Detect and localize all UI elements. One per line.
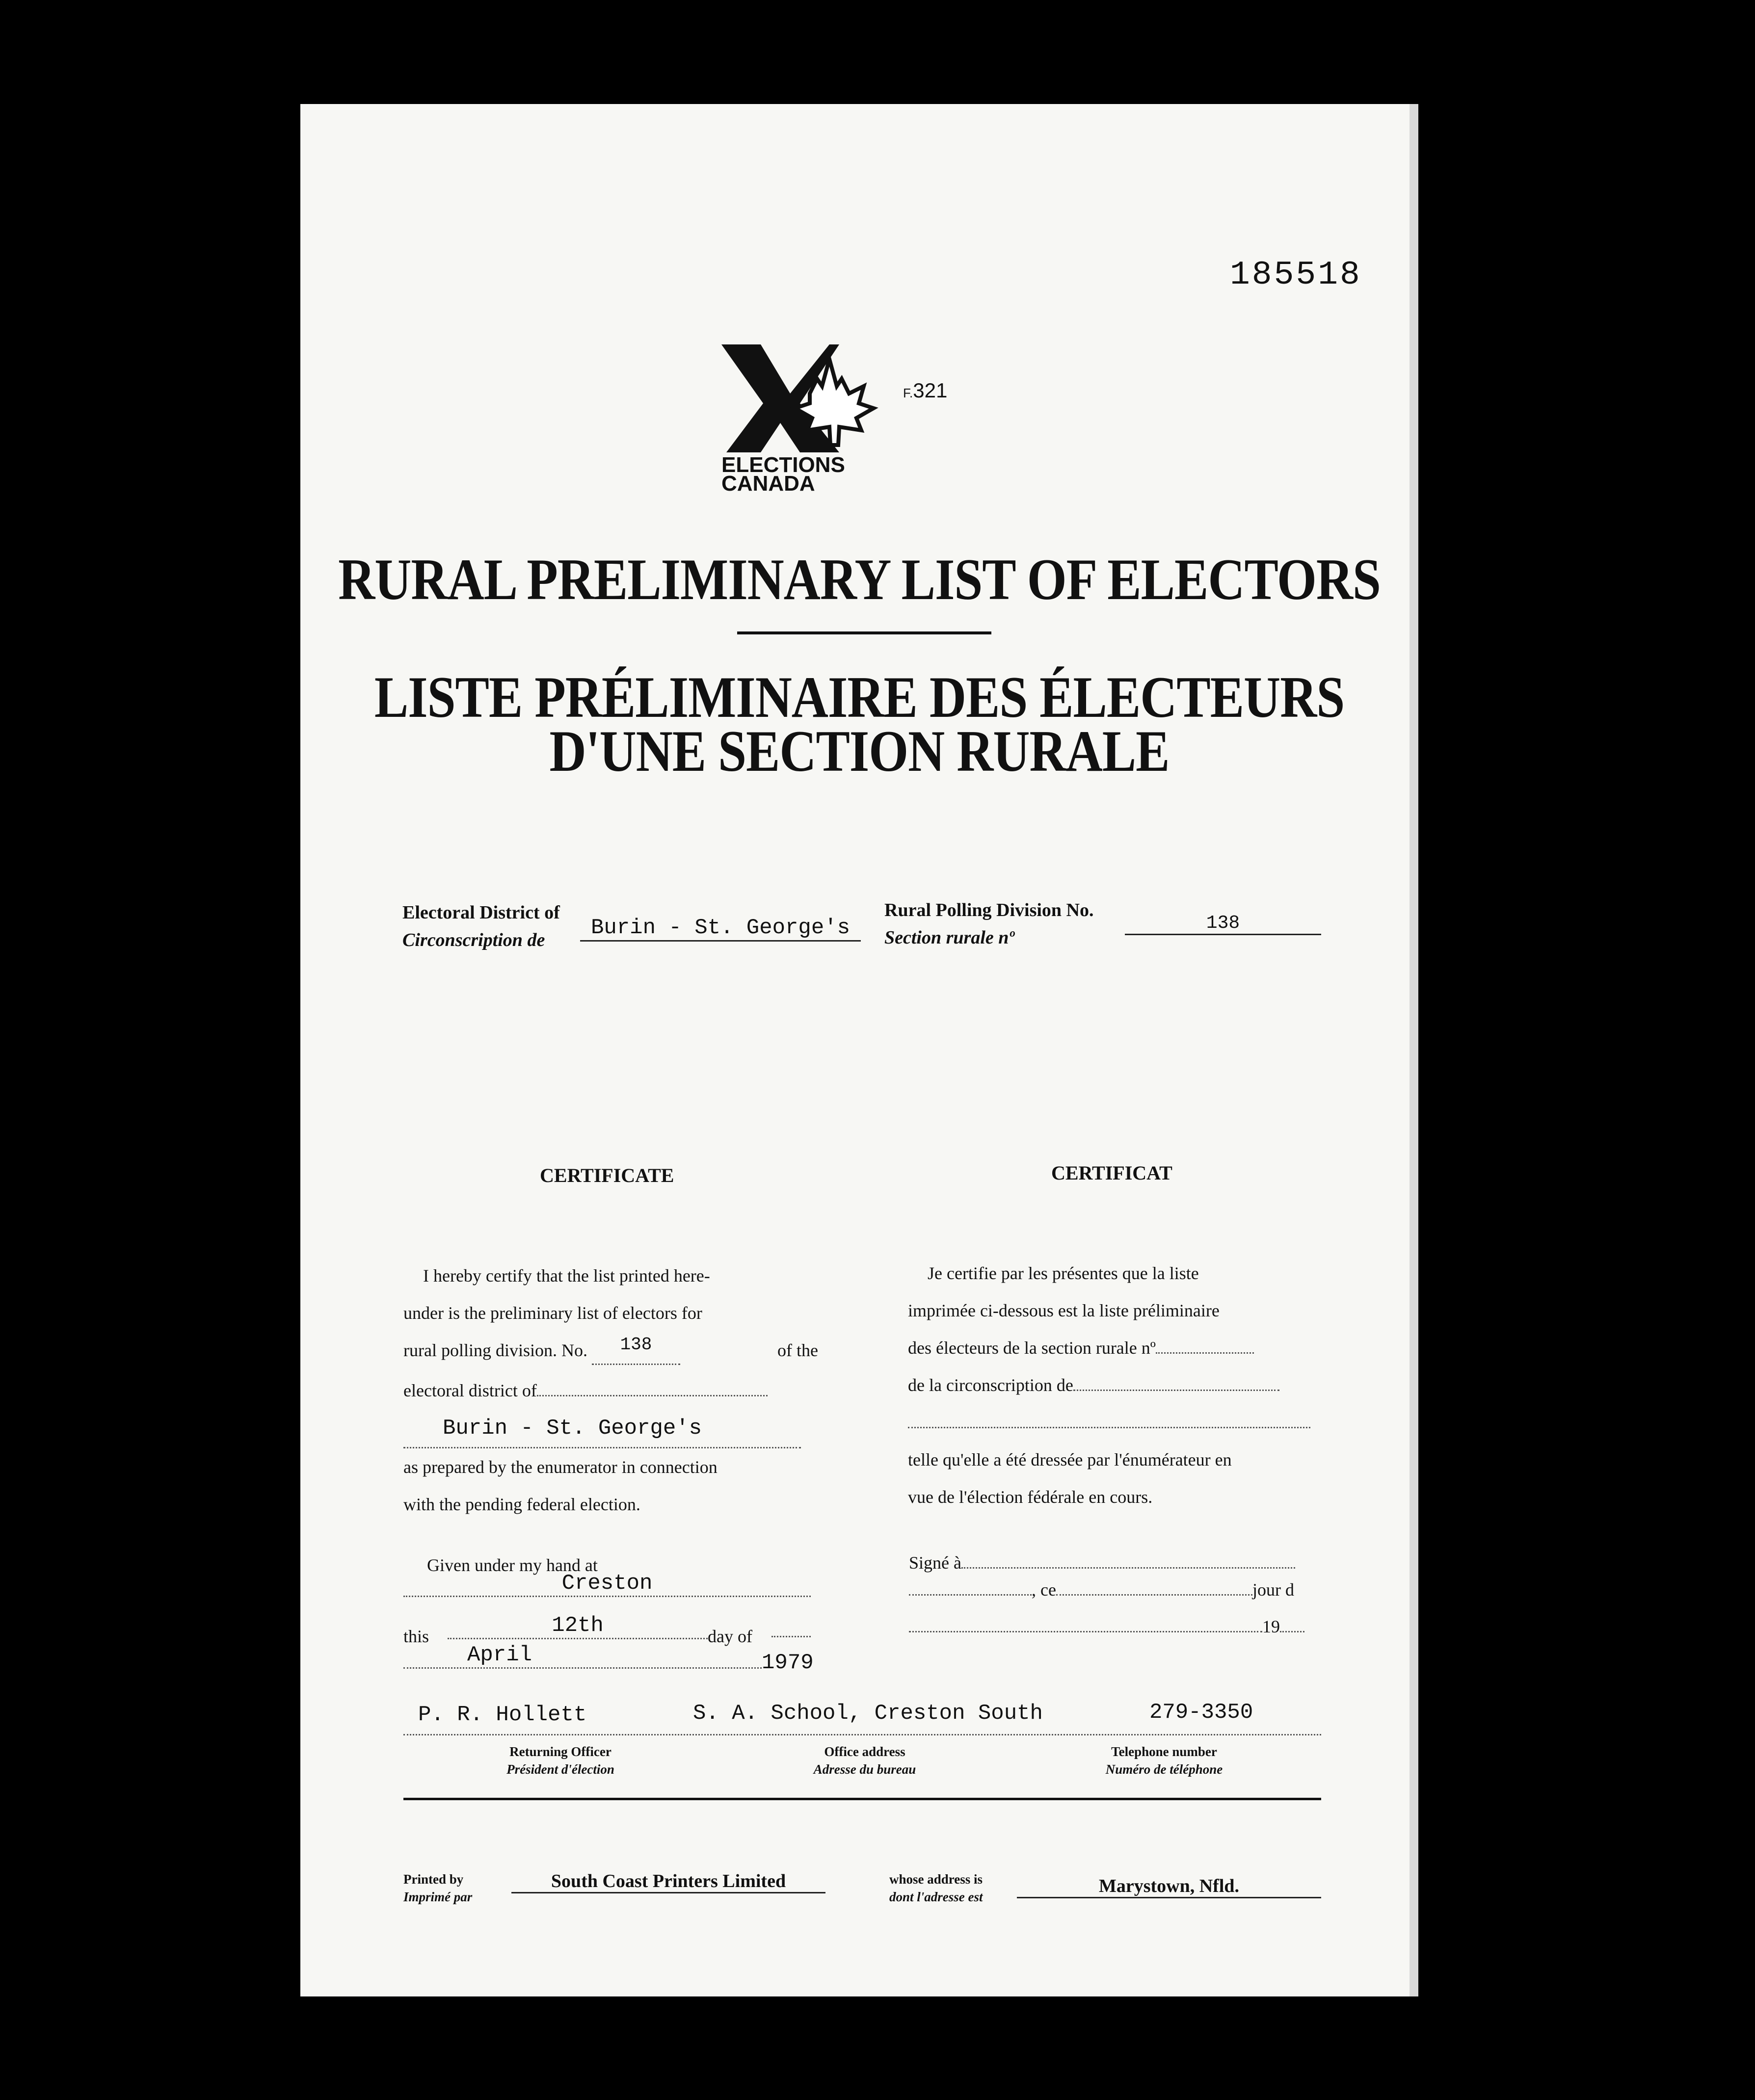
printer-address-label: whose address is dont l'adresse est	[889, 1872, 983, 1904]
certificate-heading-en: CERTIFICATE	[540, 1164, 674, 1186]
this-label: this	[403, 1627, 429, 1646]
elections-canada-logo	[717, 340, 903, 497]
fr-year-label: 19	[909, 1608, 1304, 1645]
logo-line1: ELECTIONS	[721, 453, 845, 477]
officer-name-label: Returning Officer Président d'élection	[506, 1744, 614, 1777]
title-french-line2: D'UNE SECTION RURALE	[549, 719, 1170, 784]
day-of-label: day of	[708, 1627, 752, 1646]
year-value: 1979	[762, 1651, 814, 1675]
day-value: 12th	[448, 1613, 708, 1639]
certificate-heading-fr: CERTIFICAT	[1051, 1162, 1172, 1184]
logo-line2: CANADA	[721, 472, 815, 496]
month-value: April	[403, 1643, 762, 1669]
title-english: RURAL PRELIMINARY LIST OF ELECTORS	[338, 547, 1381, 612]
polling-label: Rural Polling Division No. Section rurale nº	[884, 900, 1094, 948]
maple-leaf-icon	[795, 359, 874, 445]
officer-name: P. R. Hollett	[418, 1703, 587, 1727]
section-rule	[403, 1798, 1321, 1800]
polling-value: 138	[1125, 913, 1321, 935]
district-label: Electoral District of Circonscription de	[402, 902, 560, 950]
telephone-label: Telephone number Numéro de téléphone	[1105, 1744, 1223, 1777]
certificate-fr-body: Je certifie par les présentes que la liste imprimée ci-dessous est la liste préliminaire des électeurs de la section rurale nº de la circonscription de telle qu'elle a été dressée par l'énumérateur en vue de l'élection fédérale en cours.	[908, 1255, 1323, 1516]
title-french-line1: LISTE PRÉLIMINAIRE DES ÉLECTEURS	[374, 665, 1345, 730]
district-value: Burin - St. George's	[580, 916, 861, 942]
serial-number: 185518	[1230, 256, 1362, 294]
polling-division-fill: 138	[592, 1326, 680, 1365]
district-fill: Burin - St. George's	[403, 1410, 801, 1448]
printed-by-label: Printed by Imprimé par	[403, 1872, 473, 1904]
ce-label: , ce jour d	[909, 1571, 1294, 1608]
form-sheet	[300, 104, 1418, 1996]
signe-label: Signé à	[909, 1544, 1295, 1581]
printer-name: South Coast Printers Limited	[511, 1870, 825, 1893]
form-number: F.321	[903, 379, 948, 402]
officer-address: S. A. School, Creston South	[693, 1701, 1043, 1726]
officer-line	[403, 1734, 1321, 1735]
officer-phone: 279-3350	[1149, 1700, 1253, 1725]
given-label: Given under my hand at	[427, 1555, 598, 1575]
printer-address: Marystown, Nfld.	[1017, 1875, 1321, 1898]
place-value: Creston	[403, 1571, 811, 1597]
day-of-dots	[771, 1636, 811, 1637]
title-divider	[737, 631, 991, 634]
certificate-en-body: I hereby certify that the list printed here- under is the preliminary list of electors for rural polling division. No. 138 of the electoral district of Burin - St. George's as prepared by the enumerator in connection with the pending federal election.	[403, 1266, 818, 1514]
office-address-label: Office address Adresse du bureau	[813, 1744, 916, 1777]
